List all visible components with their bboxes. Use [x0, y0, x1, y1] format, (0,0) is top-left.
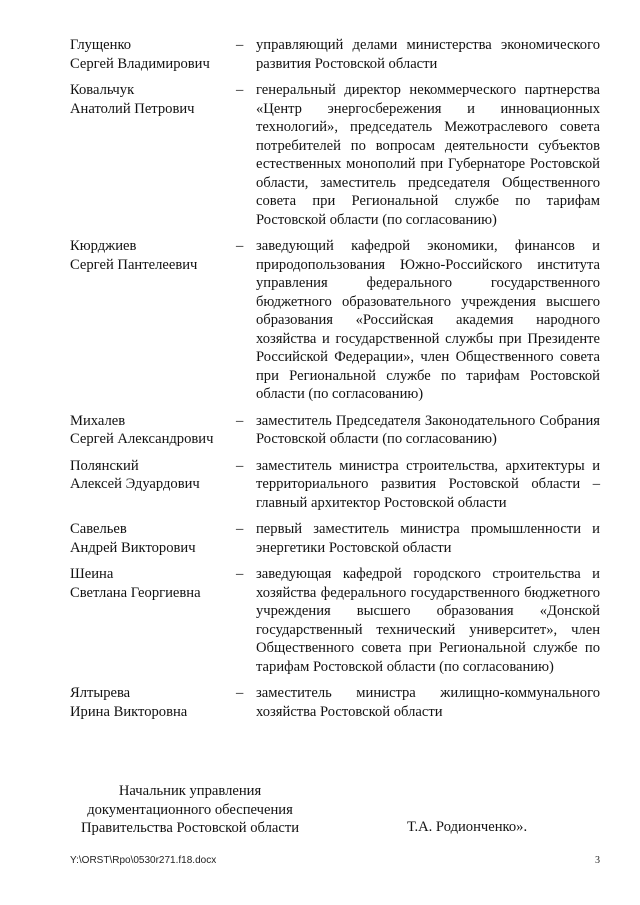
member-row — [70, 520, 600, 557]
member-name — [70, 684, 236, 721]
member-name — [70, 36, 236, 73]
signatory-title-line: Начальник управления — [118, 783, 262, 799]
member-surname: Полянский — [70, 457, 139, 474]
signatory-title-line: документационного обеспечения — [87, 801, 293, 818]
member-name — [70, 237, 236, 404]
member-name — [70, 81, 236, 229]
member-position: генеральный директор некоммерческого партнерства «Центр энергосбережения и инновационных технологий», председатель Межотраслевого совета потребителей по вопросам деятельности субъектов естественных монополий при Губернаторе Ростовской области, заместитель председателя Общественного совета при Региональной службе по тарифам Ростовской области (по согласованию) — [256, 82, 600, 228]
member-name — [70, 520, 236, 557]
member-given-names: Сергей Пантелеевич — [70, 256, 198, 273]
member-position: заместитель Председателя Законодательного Собрания Ростовской области (по согласованию) — [256, 412, 600, 447]
member-surname: Глущенко — [70, 37, 132, 53]
member-dash: – — [236, 412, 244, 429]
member-row — [70, 684, 600, 721]
member-surname: Ялтырева — [70, 685, 131, 701]
member-dash: – — [236, 82, 244, 98]
member-row — [70, 81, 600, 229]
member-dash: – — [236, 566, 244, 582]
member-given-names: Алексей Эдуардович — [70, 476, 200, 492]
member-surname: Шеина — [70, 566, 114, 582]
member-row — [70, 36, 600, 73]
member-surname: Михалев — [70, 412, 126, 429]
signatory-name: Т.А. Родионченко». — [407, 819, 528, 835]
member-surname: Ковальчук — [70, 82, 135, 98]
member-name — [70, 457, 236, 513]
member-row — [70, 457, 600, 513]
signatory-title-line: Правительства Ростовской области — [80, 820, 300, 836]
member-dash: – — [236, 37, 244, 53]
page-number: 3 — [595, 855, 600, 866]
member-given-names: Ирина Викторовна — [70, 703, 188, 720]
signatory-title — [70, 782, 310, 838]
member-position: заместитель министра жилищно-коммунального хозяйства Ростовской области — [256, 685, 600, 720]
member-name — [70, 565, 236, 676]
member-row — [70, 237, 600, 404]
member-position: управляющий делами министерства экономического развития Ростовской области — [256, 37, 600, 72]
member-position: заместитель министра строительства, архитектуры и территориального развития Ростовской области – главный архитектор Ростовской области — [256, 457, 600, 511]
member-row — [70, 412, 600, 449]
file-path: Y:\ORST\Rpo\0530r271.f18.docx — [70, 855, 217, 866]
member-name — [70, 412, 236, 449]
member-dash: – — [236, 521, 244, 537]
member-dash: – — [236, 238, 244, 254]
member-given-names: Андрей Викторович — [70, 539, 196, 556]
member-dash: – — [236, 457, 244, 474]
member-surname: Савельев — [70, 521, 127, 537]
member-given-names: Анатолий Петрович — [70, 100, 195, 117]
member-given-names: Сергей Владимирович — [70, 55, 210, 72]
member-dash: – — [236, 685, 244, 701]
members-list — [70, 36, 600, 729]
member-position: заведующий кафедрой экономики, финансов и природопользования Южно-Российского института управления федерального государственного бюджетного образовательного учреждения высшего образования «Российская академия народного хозяйства и государственной службы при Президенте Российской Федерации», член Общественного совета при Региональной службе по тарифам Ростовской области (по согласованию) — [256, 238, 600, 402]
member-given-names: Сергей Александрович — [70, 431, 214, 447]
member-row — [70, 565, 600, 676]
member-surname: Кюрджиев — [70, 238, 137, 254]
member-position: заведующая кафедрой городского строительства и хозяйства федерального государственного бюджетного учреждения высшего образования «Донской государственный технический университет», член Общественного совета при Региональной службе по тарифам Ростовской области (по согласованию) — [256, 566, 600, 675]
member-position: первый заместитель министра промышленности и энергетики Ростовской области — [256, 521, 600, 556]
member-given-names: Светлана Георгиевна — [70, 584, 201, 601]
